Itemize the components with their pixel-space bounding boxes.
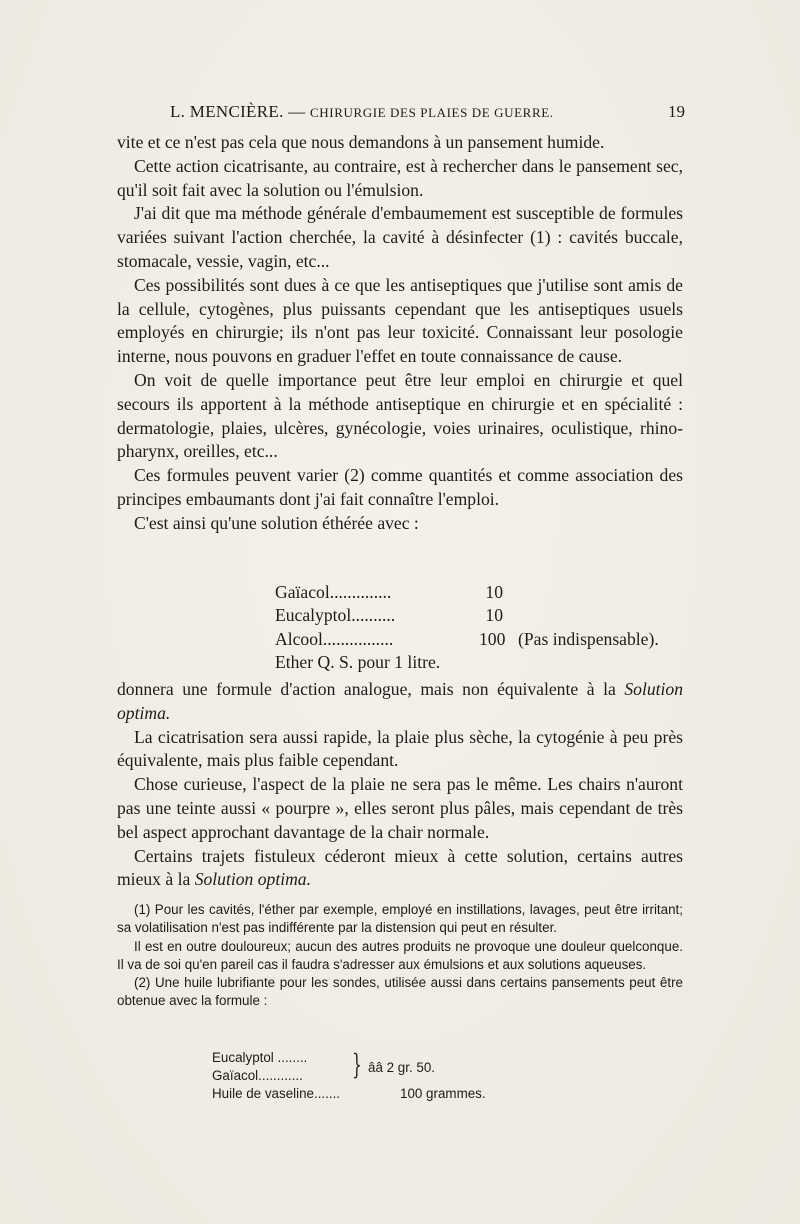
formula-ingredient: Ether Q. S. pour 1 litre. (275, 652, 441, 673)
paragraph: On voit de quelle importance peut être leur emploi en chirurgie et quel secours ils apportent à la méthode antiseptique en chirurgie et en spécialité : dermatologie, plaies, ulcères, gynécologie, voies urinaires, oculistique, rhino-pharynx, oreilles, etc... (117, 369, 683, 462)
header-running-title: CHIRURGIE DES PLAIES DE GUERRE. (310, 105, 554, 120)
paragraph: J'ai dit que ma méthode générale d'embaumement est susceptible de formules variées suivant l'action cherchée, la cavité à désinfecter (1) : cavités buccale, stomacale, vessie, vagin, etc... (117, 203, 683, 271)
paragraph (117, 845, 683, 893)
footnote-ingredient: Gaïacol............ (212, 1068, 303, 1083)
formula-quantity: 100 (479, 628, 506, 649)
paragraph-text: donnera une formule d'action analogue, mais non équivalente à la (117, 679, 625, 699)
footnote-ingredient: Huile de vaseline....... (212, 1086, 341, 1101)
paragraph: Chose curieuse, l'aspect de la plaie ne sera pas le même. Les chairs n'auront pas une teinte aussi « pourpre », elles seront plus pâles, mais cependant de très bel aspect approchant davantage de la chair normale. (117, 774, 683, 842)
formula-table (275, 581, 695, 675)
paragraph: Cette action cicatrisante, au contraire, est à rechercher dans le pansement sec, qu'il soit fait avec la solution ou l'émulsion. (117, 155, 683, 200)
formula-row (275, 651, 695, 674)
brace-glyph: } (352, 1048, 362, 1081)
formula-note: (Pas indispensable). (518, 628, 659, 649)
header-title (170, 102, 554, 122)
paragraph: C'est ainsi qu'une solution éthérée avec : (134, 512, 419, 533)
italic-term: Solution optima. (194, 869, 312, 890)
body-text-bottom (117, 678, 683, 892)
formula-ingredient: Alcool................ (275, 628, 394, 649)
paragraph: La cicatrisation sera aussi rapide, la plaie plus sèche, la cytogénie à peu près équivalente, mais plus faible cependant. (117, 726, 683, 771)
formula-quantity: 10 (485, 582, 503, 602)
footnote: Il est en outre douloureux; aucun des autres produits ne provoque une douleur quelconque. Il va de soi qu'en pareil cas il faudra s'adresser aux émulsions et aux solutions aqueuses. (117, 938, 683, 972)
footnote-ingredient: Eucalyptol ........ (212, 1050, 308, 1065)
formula-ingredient: Gaïacol.............. (275, 582, 392, 602)
footnote-formula (212, 1049, 532, 1103)
page-number: 19 (668, 102, 685, 121)
running-header (170, 102, 685, 126)
formula-ingredient: Eucalyptol.......... (275, 605, 396, 626)
body-text-top (117, 131, 683, 536)
paragraph-text: Certains trajets fistuleux céderont mieux à cette solution, certains autres mieux à la (117, 845, 683, 890)
formula-quantity: 10 (485, 605, 503, 626)
footnote: (1) Pour les cavités, l'éther par exemple, employé en instillations, lavages, peut être irritant; sa volatilisation n'est pas indifférente par la distension qui peut en résulter. (117, 902, 683, 936)
footnote-quantity: 100 grammes. (400, 1086, 486, 1101)
formula-row (275, 581, 695, 604)
header-author: L. MENCIÈRE. — (170, 102, 311, 121)
footnotes (117, 901, 683, 1011)
formula-row (275, 628, 695, 651)
paragraph: Ces formules peuvent varier (2) comme quantités et comme association des principes embaumants dont j'ai fait connaître l'emploi. (117, 465, 683, 509)
paragraph-continuation: vite et ce n'est pas cela que nous demandons à un pansement humide. (117, 132, 605, 152)
footnote-dose: ââ 2 gr. 50. (368, 1060, 436, 1075)
italic-term: Solution optima. (117, 679, 683, 723)
footnote-formula-row (212, 1067, 532, 1085)
paragraph: Ces possibilités sont dues à ce que les antiseptiques que j'utilise sont amis de la cellule, cytogènes, plus puissants cependant que les antiseptiques usuels employés en chirurgie; ils n'ont pas leur toxicité. Connaissant leur posologie interne, nous pouvons en graduer l'effet en toute connaissance de cause. (117, 274, 683, 367)
paragraph-continuation (117, 678, 683, 726)
footnote-formula-row (212, 1085, 532, 1103)
formula-row (275, 604, 695, 627)
footnote: (2) Une huile lubrifiante pour les sondes, utilisée aussi dans certains pansements peut être obtenue avec la formule : (117, 975, 683, 1009)
